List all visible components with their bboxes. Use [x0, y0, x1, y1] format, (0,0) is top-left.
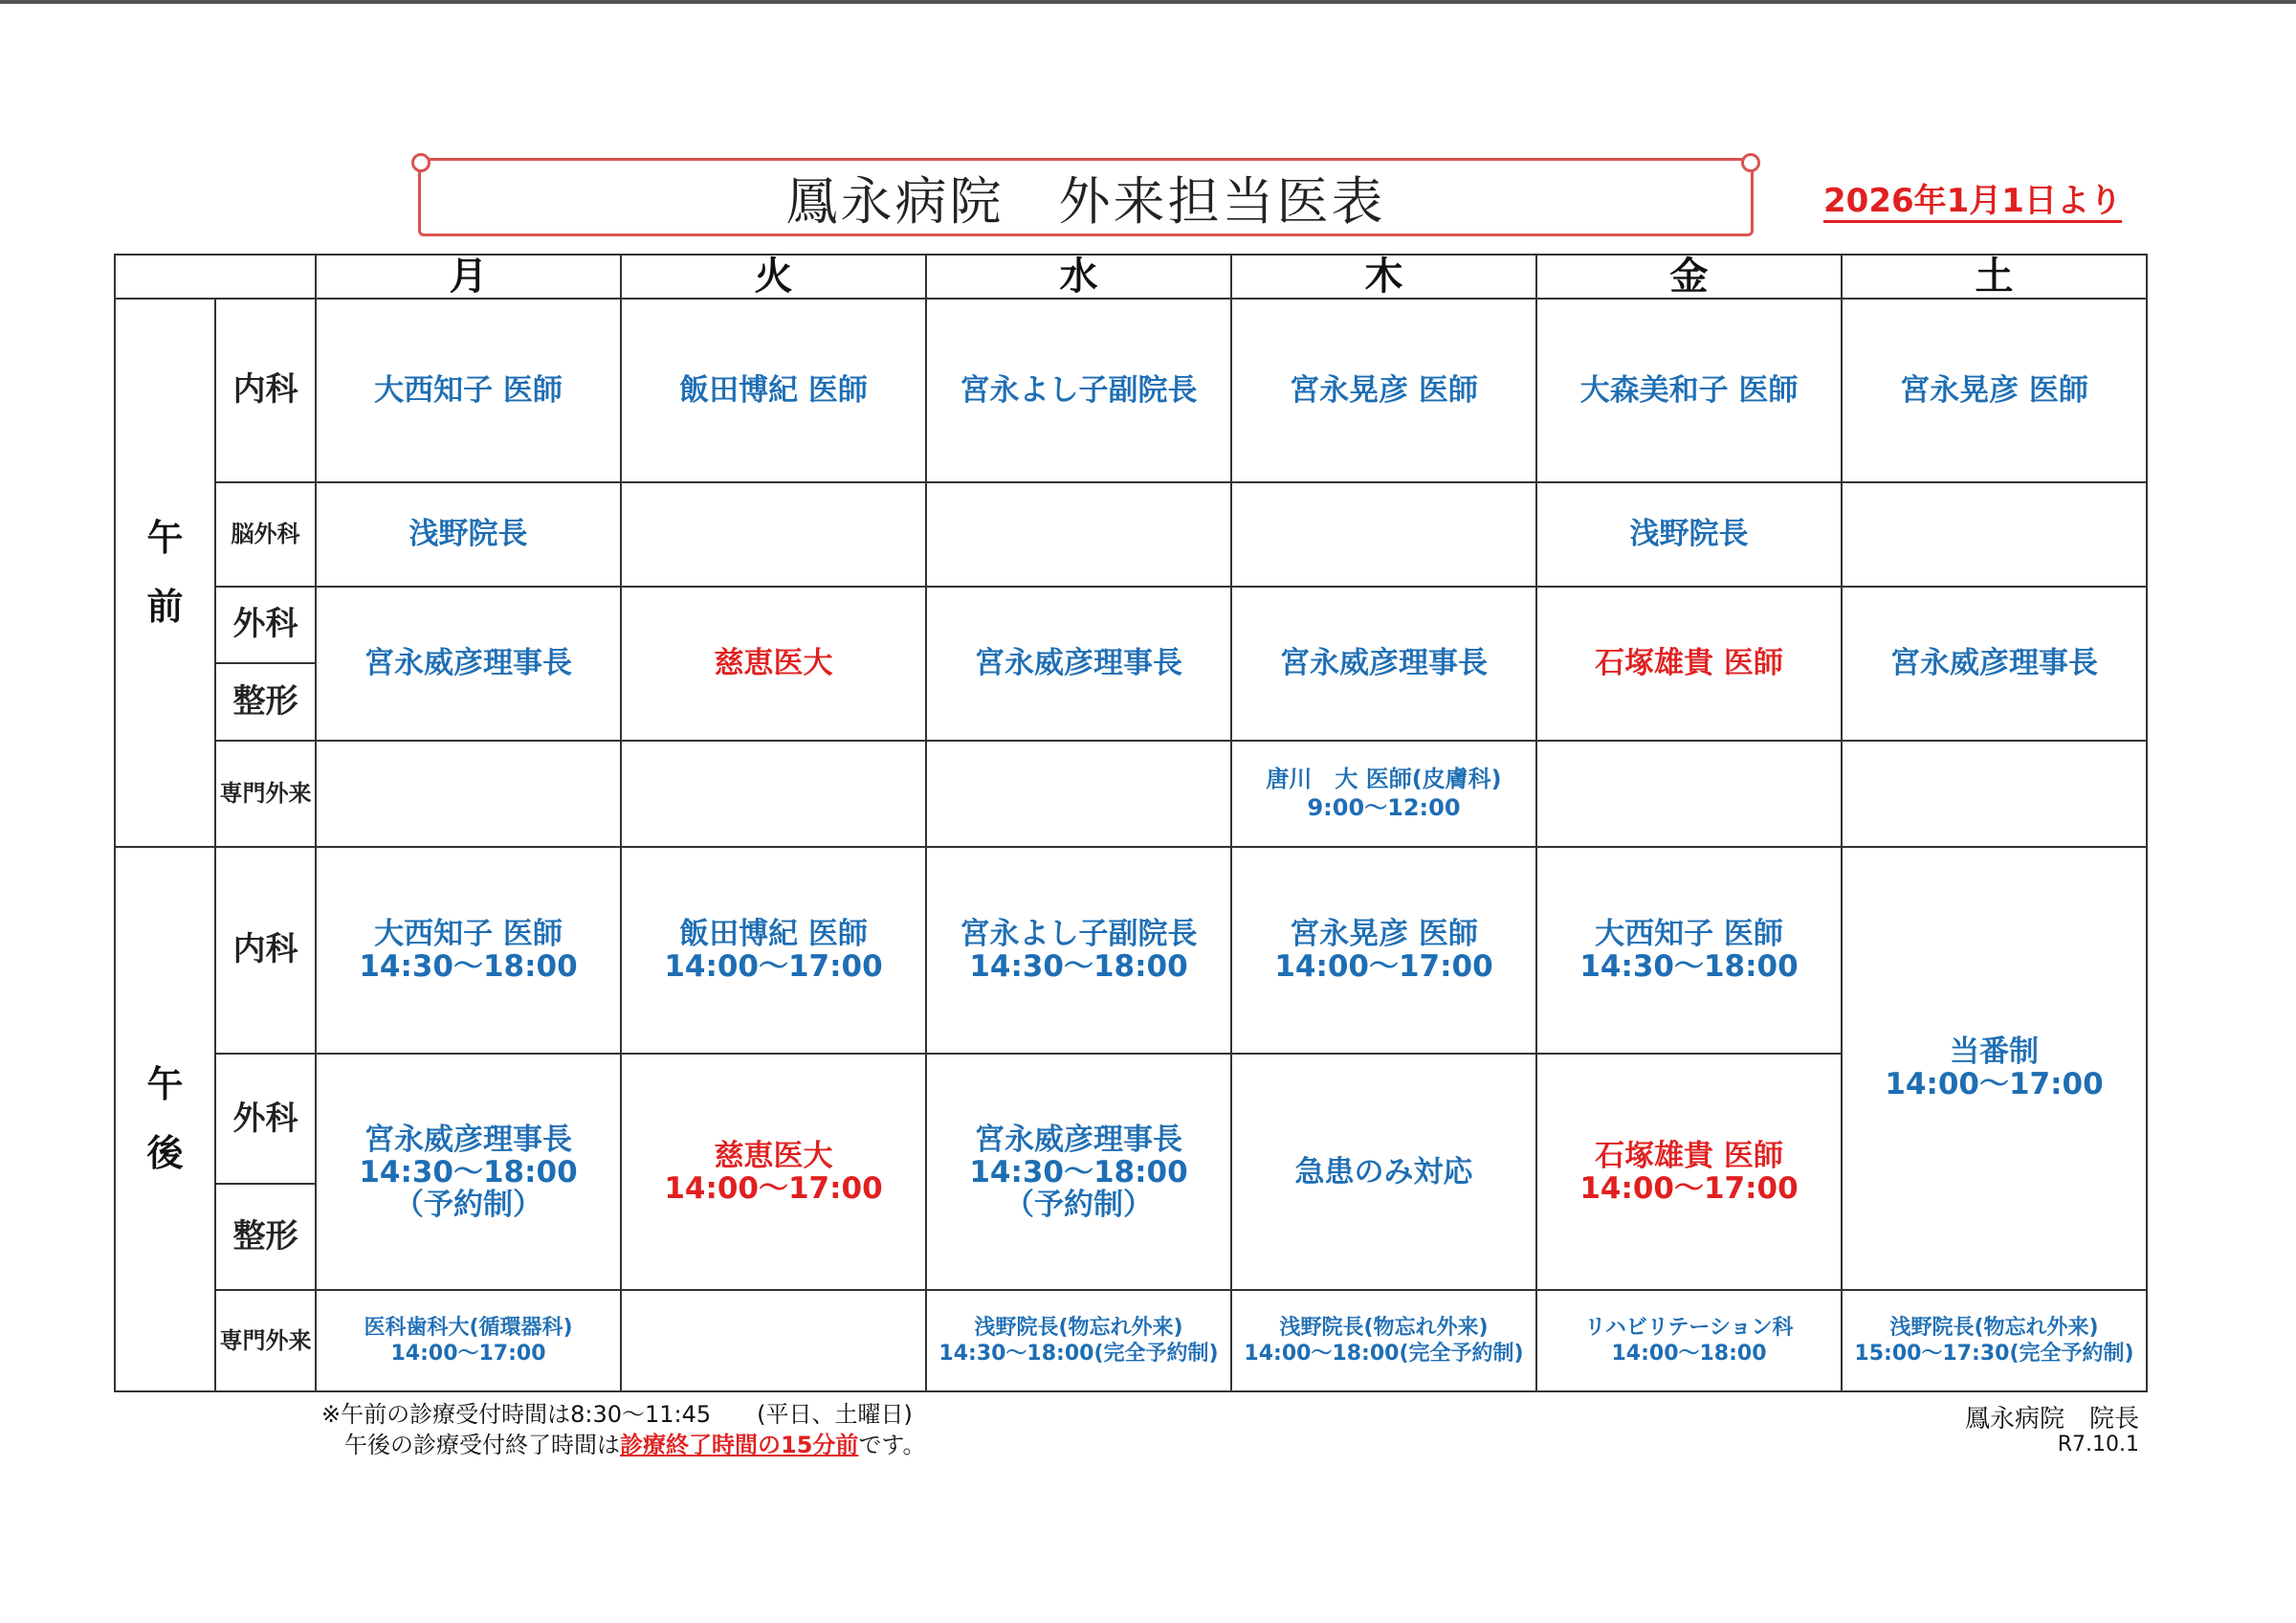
am-geka-tue: 慈恵医大 — [621, 587, 926, 741]
am-nougeka-row — [115, 482, 2147, 587]
dept-senmon-am: 専門外来 — [215, 741, 316, 847]
effective-date: 2026年1月1日より — [1823, 182, 2122, 223]
signature: 鳳永病院 院長 — [1964, 1405, 2139, 1434]
period-morning: 午 前 — [115, 299, 215, 846]
am-naika-mon: 大西知子 医師 — [316, 299, 621, 481]
am-senmon-row — [115, 741, 2147, 847]
revision-code: R7.10.1 — [2057, 1433, 2139, 1456]
am-geka-thu: 宮永威彦理事長 — [1231, 587, 1536, 741]
note-reception-afternoon — [344, 1426, 926, 1459]
dept-geka-am: 外科 — [215, 587, 316, 664]
am-naika-thu: 宮永晃彦 医師 — [1231, 299, 1536, 481]
day-sat: 土 — [1842, 255, 2147, 299]
pm-senmon-wed: 浅野院長(物忘れ外来) 14:30～18:00(完全予約制) — [926, 1290, 1231, 1391]
day-tue: 火 — [621, 255, 926, 299]
pm-geka-wed: 宮永威彦理事長 14:30～18:00 （予約制） — [926, 1054, 1231, 1290]
am-naika-wed: 宮永よし子副院長 — [926, 299, 1231, 481]
day-fri: 金 — [1536, 255, 1842, 299]
note-text-post: です。 — [858, 1432, 926, 1458]
am-geka-wed: 宮永威彦理事長 — [926, 587, 1231, 741]
dept-naika-pm: 内科 — [215, 847, 316, 1055]
am-senmon-wed — [926, 741, 1231, 847]
am-nougeka-thu — [1231, 482, 1536, 587]
am-naika-sat: 宮永晃彦 医師 — [1842, 299, 2147, 481]
schedule-table — [114, 254, 2148, 1392]
am-senmon-tue — [621, 741, 926, 847]
pm-sat-duty: 当番制 14:00～17:00 — [1842, 847, 2147, 1290]
note-reception-morning: ※午前の診療受付時間は8:30～11:45 (平日、土曜日) — [321, 1401, 913, 1428]
note-text-emphasis: 診療終了時間の15分前 — [620, 1432, 859, 1458]
pm-geka-thu: 急患のみ対応 — [1231, 1054, 1536, 1290]
dept-nougeka: 脳外科 — [215, 482, 316, 587]
am-senmon-thu: 唐川 大 医師(皮膚科) 9:00～12:00 — [1231, 741, 1536, 847]
am-naika-tue: 飯田博紀 医師 — [621, 299, 926, 481]
am-geka-row — [115, 587, 2147, 664]
day-thu: 木 — [1231, 255, 1536, 299]
am-senmon-mon — [316, 741, 621, 847]
am-geka-sat: 宮永威彦理事長 — [1842, 587, 2147, 741]
pm-naika-tue: 飯田博紀 医師 14:00～17:00 — [621, 847, 926, 1055]
day-header-row — [115, 255, 2147, 299]
scan-top-edge — [0, 0, 2296, 4]
am-geka-mon: 宮永威彦理事長 — [316, 587, 621, 741]
pm-naika-fri: 大西知子 医師 14:30～18:00 — [1536, 847, 1842, 1055]
pm-senmon-mon: 医科歯科大(循環器科) 14:00～17:00 — [316, 1290, 621, 1391]
pm-naika-wed: 宮永よし子副院長 14:30～18:00 — [926, 847, 1231, 1055]
pm-geka-tue: 慈恵医大 14:00～17:00 — [621, 1054, 926, 1290]
am-nougeka-wed — [926, 482, 1231, 587]
pm-senmon-sat: 浅野院長(物忘れ外来) 15:00～17:30(完全予約制) — [1842, 1290, 2147, 1391]
dept-senmon-pm: 専門外来 — [215, 1290, 316, 1391]
dept-naika-am: 内科 — [215, 299, 316, 481]
period-afternoon: 午 後 — [115, 847, 215, 1391]
pm-geka-fri: 石塚雄貴 医師 14:00～17:00 — [1536, 1054, 1842, 1290]
title-banner — [418, 158, 1754, 236]
pm-naika-mon: 大西知子 医師 14:30～18:00 — [316, 847, 621, 1055]
am-senmon-sat — [1842, 741, 2147, 847]
am-nougeka-mon: 浅野院長 — [316, 482, 621, 587]
am-senmon-fri — [1536, 741, 1842, 847]
am-naika-fri: 大森美和子 医師 — [1536, 299, 1842, 481]
dept-seikei-pm: 整形 — [215, 1184, 316, 1290]
page-title: 鳳永病院 外来担当医表 — [785, 170, 1386, 232]
day-mon: 月 — [316, 255, 621, 299]
am-geka-fri: 石塚雄貴 医師 — [1536, 587, 1842, 741]
pm-senmon-thu: 浅野院長(物忘れ外来) 14:00～18:00(完全予約制) — [1231, 1290, 1536, 1391]
dept-seikei-am: 整形 — [215, 663, 316, 741]
day-wed: 水 — [926, 255, 1231, 299]
am-naika-row — [115, 299, 2147, 481]
pm-senmon-row — [115, 1290, 2147, 1391]
pm-geka-mon: 宮永威彦理事長 14:30～18:00 （予約制） — [316, 1054, 621, 1290]
pm-senmon-fri: リハビリテーション科 14:00～18:00 — [1536, 1290, 1842, 1391]
am-nougeka-sat — [1842, 482, 2147, 587]
corner-cell — [115, 255, 316, 299]
pm-naika-thu: 宮永晃彦 医師 14:00～17:00 — [1231, 847, 1536, 1055]
dept-geka-pm: 外科 — [215, 1054, 316, 1184]
am-nougeka-tue — [621, 482, 926, 587]
pm-naika-row — [115, 847, 2147, 1055]
am-nougeka-fri: 浅野院長 — [1536, 482, 1842, 587]
pm-senmon-tue — [621, 1290, 926, 1391]
note-text-pre: 午後の診療受付終了時間は — [344, 1432, 620, 1458]
